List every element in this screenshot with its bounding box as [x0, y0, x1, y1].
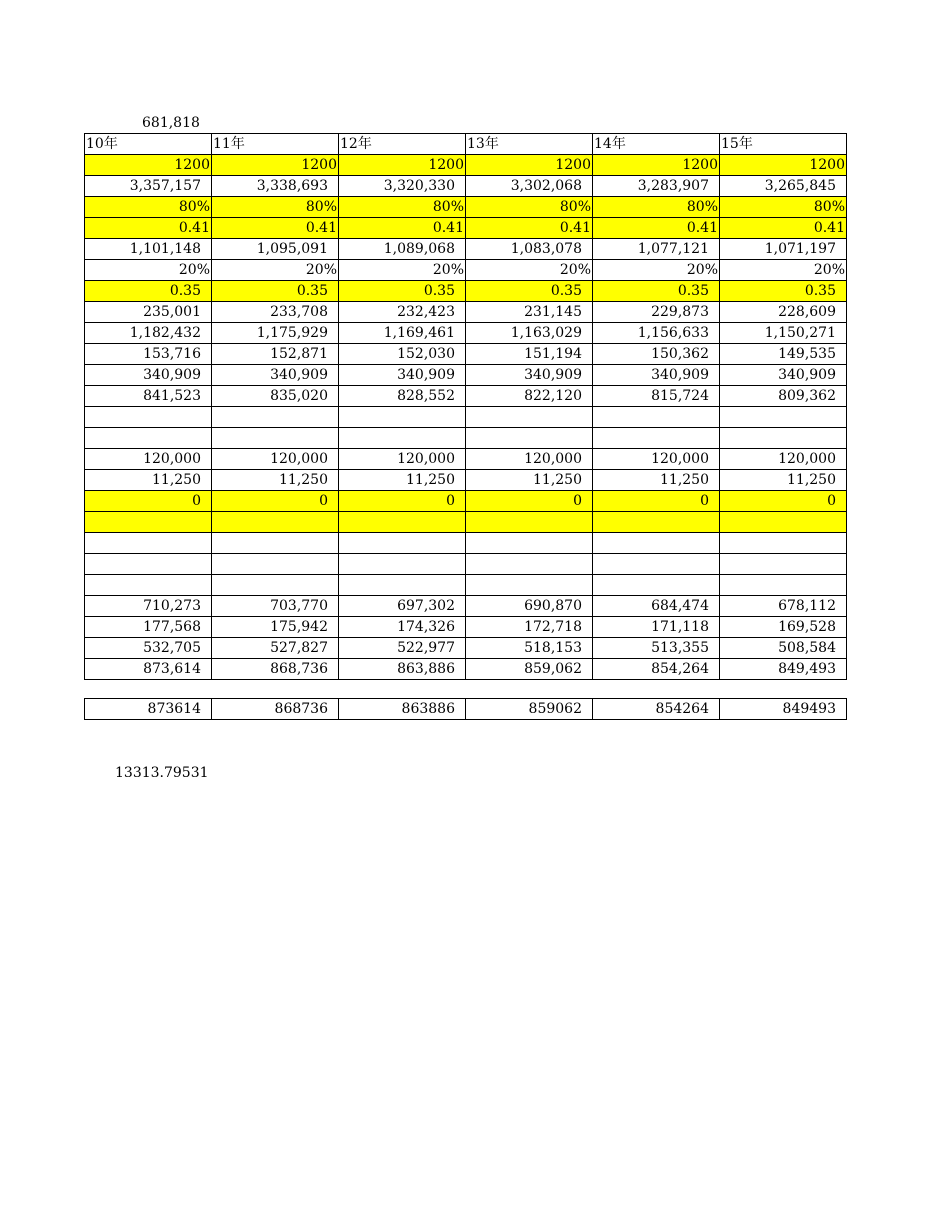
table-cell[interactable]: 508,584: [720, 638, 847, 659]
table-row: [85, 575, 847, 596]
table-row: [85, 281, 847, 302]
table-cell[interactable]: 120,000: [720, 449, 847, 470]
table-cell[interactable]: [212, 554, 339, 575]
table-cell[interactable]: 11,250: [85, 470, 212, 491]
table-cell[interactable]: [593, 428, 720, 449]
table-cell[interactable]: 1,089,068: [339, 239, 466, 260]
table-row: [85, 491, 847, 512]
table-cell[interactable]: 340,909: [85, 365, 212, 386]
table-cell[interactable]: 340,909: [593, 365, 720, 386]
table-cell[interactable]: 11,250: [339, 470, 466, 491]
table-cell[interactable]: 0.35: [212, 281, 339, 302]
table-cell[interactable]: 120,000: [466, 449, 593, 470]
table-cell[interactable]: 149,535: [720, 344, 847, 365]
table-cell[interactable]: 1200: [593, 155, 720, 176]
table-row: [85, 155, 847, 176]
table-cell[interactable]: 174,326: [339, 617, 466, 638]
table-cell[interactable]: [593, 533, 720, 554]
header-cell[interactable]: 10年: [85, 134, 212, 155]
table-row: [85, 533, 847, 554]
table-cell[interactable]: 80%: [339, 197, 466, 218]
table-cell[interactable]: [466, 428, 593, 449]
table-cell[interactable]: 0.35: [720, 281, 847, 302]
table-cell[interactable]: [466, 554, 593, 575]
table-cell[interactable]: 20%: [339, 260, 466, 281]
table-cell[interactable]: [466, 407, 593, 428]
table-cell[interactable]: 1,083,078: [466, 239, 593, 260]
table-cell[interactable]: 1,156,633: [593, 323, 720, 344]
table-cell[interactable]: 697,302: [339, 596, 466, 617]
table-cell[interactable]: 233,708: [212, 302, 339, 323]
table-cell[interactable]: 532,705: [85, 638, 212, 659]
table-cell[interactable]: 849,493: [720, 659, 847, 680]
table-cell[interactable]: 518,153: [466, 638, 593, 659]
summary-cell[interactable]: 868736: [212, 699, 339, 720]
table-cell[interactable]: 0.35: [593, 281, 720, 302]
table-row: [85, 407, 847, 428]
table-cell[interactable]: 172,718: [466, 617, 593, 638]
table-cell[interactable]: 231,145: [466, 302, 593, 323]
table-cell[interactable]: [593, 575, 720, 596]
table-cell[interactable]: 150,362: [593, 344, 720, 365]
table-cell[interactable]: 232,423: [339, 302, 466, 323]
table-cell[interactable]: 80%: [720, 197, 847, 218]
table-cell[interactable]: 703,770: [212, 596, 339, 617]
table-cell[interactable]: [720, 428, 847, 449]
table-cell[interactable]: 80%: [466, 197, 593, 218]
table-row: [85, 617, 847, 638]
table-cell[interactable]: 3,320,330: [339, 176, 466, 197]
table-cell[interactable]: 1200: [720, 155, 847, 176]
table-row: [85, 512, 847, 533]
table-cell[interactable]: [85, 512, 212, 533]
table-cell[interactable]: 1,175,929: [212, 323, 339, 344]
table-cell[interactable]: [720, 554, 847, 575]
table-cell[interactable]: 153,716: [85, 344, 212, 365]
table-row: [85, 302, 847, 323]
header-row: [85, 134, 847, 155]
table-cell[interactable]: 828,552: [339, 386, 466, 407]
table-row: [85, 176, 847, 197]
table-row: [85, 470, 847, 491]
table-cell[interactable]: 0.35: [85, 281, 212, 302]
table-cell[interactable]: [720, 575, 847, 596]
table-cell[interactable]: [212, 407, 339, 428]
table-cell[interactable]: [85, 575, 212, 596]
table-cell[interactable]: [85, 554, 212, 575]
summary-cell[interactable]: 849493: [720, 699, 847, 720]
table-cell[interactable]: 11,250: [720, 470, 847, 491]
table-cell[interactable]: 120,000: [339, 449, 466, 470]
table-cell[interactable]: 340,909: [339, 365, 466, 386]
table-cell[interactable]: 229,873: [593, 302, 720, 323]
header-cell[interactable]: 12年: [339, 134, 466, 155]
table-cell[interactable]: [212, 575, 339, 596]
table-cell[interactable]: 3,302,068: [466, 176, 593, 197]
table-cell[interactable]: 0.41: [85, 218, 212, 239]
table-cell[interactable]: 20%: [720, 260, 847, 281]
table-cell[interactable]: 0: [339, 491, 466, 512]
table-cell[interactable]: 0: [593, 491, 720, 512]
table-cell[interactable]: 20%: [466, 260, 593, 281]
table-cell[interactable]: [85, 533, 212, 554]
table-row: [85, 197, 847, 218]
table-cell[interactable]: 20%: [212, 260, 339, 281]
table-cell[interactable]: 1,150,271: [720, 323, 847, 344]
table-cell[interactable]: 678,112: [720, 596, 847, 617]
top-value: 681,818: [142, 115, 200, 131]
table-cell[interactable]: 340,909: [720, 365, 847, 386]
table-cell[interactable]: 1,071,197: [720, 239, 847, 260]
table-cell[interactable]: 20%: [85, 260, 212, 281]
table-cell[interactable]: 1,077,121: [593, 239, 720, 260]
table-cell[interactable]: [339, 533, 466, 554]
table-cell[interactable]: 3,283,907: [593, 176, 720, 197]
table-cell[interactable]: [212, 533, 339, 554]
table-cell[interactable]: 1,169,461: [339, 323, 466, 344]
table-cell[interactable]: [720, 407, 847, 428]
table-row: [85, 218, 847, 239]
table-cell[interactable]: 0.41: [593, 218, 720, 239]
table-cell[interactable]: 0: [85, 491, 212, 512]
table-cell[interactable]: 0.35: [466, 281, 593, 302]
table-cell[interactable]: 171,118: [593, 617, 720, 638]
header-cell[interactable]: 13年: [466, 134, 593, 155]
table-cell[interactable]: 3,265,845: [720, 176, 847, 197]
table-cell[interactable]: [85, 428, 212, 449]
table-cell[interactable]: 873,614: [85, 659, 212, 680]
table-row: [85, 596, 847, 617]
table-cell[interactable]: [720, 512, 847, 533]
table-cell[interactable]: 80%: [212, 197, 339, 218]
table-cell[interactable]: 177,568: [85, 617, 212, 638]
table-cell[interactable]: 690,870: [466, 596, 593, 617]
table-cell[interactable]: 120,000: [85, 449, 212, 470]
table-cell[interactable]: [339, 428, 466, 449]
table-cell[interactable]: 1200: [339, 155, 466, 176]
table-row: [85, 260, 847, 281]
header-cell[interactable]: 14年: [593, 134, 720, 155]
table-cell[interactable]: [212, 512, 339, 533]
table-cell[interactable]: 228,609: [720, 302, 847, 323]
table-cell[interactable]: 841,523: [85, 386, 212, 407]
table-cell[interactable]: [85, 407, 212, 428]
table-cell[interactable]: [339, 512, 466, 533]
table-row: [85, 344, 847, 365]
table-cell[interactable]: 1200: [466, 155, 593, 176]
table-row: [85, 239, 847, 260]
table-cell[interactable]: 684,474: [593, 596, 720, 617]
table-cell[interactable]: [466, 575, 593, 596]
table-cell[interactable]: 0: [466, 491, 593, 512]
table-cell[interactable]: 11,250: [466, 470, 593, 491]
table-cell[interactable]: [212, 428, 339, 449]
table-row: [85, 449, 847, 470]
table-cell[interactable]: 0.35: [339, 281, 466, 302]
table-cell[interactable]: [720, 533, 847, 554]
table-cell[interactable]: 863,886: [339, 659, 466, 680]
table-cell[interactable]: 522,977: [339, 638, 466, 659]
table-cell[interactable]: [593, 512, 720, 533]
summary-cell[interactable]: 854264: [593, 699, 720, 720]
table-cell[interactable]: 835,020: [212, 386, 339, 407]
summary-cell[interactable]: 863886: [339, 699, 466, 720]
table-cell[interactable]: 1,095,091: [212, 239, 339, 260]
table-row: [85, 323, 847, 344]
table-row: [85, 365, 847, 386]
table-cell[interactable]: 11,250: [212, 470, 339, 491]
table-cell[interactable]: [339, 554, 466, 575]
table-cell[interactable]: 527,827: [212, 638, 339, 659]
table-cell[interactable]: [339, 575, 466, 596]
table-cell[interactable]: 1,163,029: [466, 323, 593, 344]
table-cell[interactable]: 1200: [85, 155, 212, 176]
table-cell[interactable]: 151,194: [466, 344, 593, 365]
table-cell[interactable]: 80%: [85, 197, 212, 218]
table-row: [85, 659, 847, 680]
bottom-value: 13313.79531: [115, 765, 209, 781]
table-cell[interactable]: 0.41: [466, 218, 593, 239]
table-cell[interactable]: 1,101,148: [85, 239, 212, 260]
table-cell[interactable]: 11,250: [593, 470, 720, 491]
table-cell[interactable]: 815,724: [593, 386, 720, 407]
table-cell[interactable]: [339, 407, 466, 428]
table-cell[interactable]: 3,338,693: [212, 176, 339, 197]
table-cell[interactable]: 1200: [212, 155, 339, 176]
table-cell[interactable]: 822,120: [466, 386, 593, 407]
summary-row: [85, 699, 847, 720]
table-cell[interactable]: 513,355: [593, 638, 720, 659]
table-cell[interactable]: 3,357,157: [85, 176, 212, 197]
table-cell[interactable]: 80%: [593, 197, 720, 218]
table-row: [85, 638, 847, 659]
data-table: [84, 133, 847, 680]
table-cell[interactable]: [466, 533, 593, 554]
table-cell[interactable]: 0.41: [339, 218, 466, 239]
table-row: [85, 386, 847, 407]
table-cell[interactable]: 169,528: [720, 617, 847, 638]
summary-table: [84, 698, 847, 720]
data-table-body: [85, 134, 847, 680]
table-row: [85, 428, 847, 449]
table-cell[interactable]: 0.41: [212, 218, 339, 239]
table-cell[interactable]: 175,942: [212, 617, 339, 638]
table-row: [85, 554, 847, 575]
table-cell[interactable]: 0.41: [720, 218, 847, 239]
table-cell[interactable]: 710,273: [85, 596, 212, 617]
table-cell[interactable]: 340,909: [466, 365, 593, 386]
table-cell[interactable]: 0: [720, 491, 847, 512]
table-cell[interactable]: [466, 512, 593, 533]
table-cell[interactable]: 152,871: [212, 344, 339, 365]
table-cell[interactable]: 1,182,432: [85, 323, 212, 344]
summary-cell[interactable]: 873614: [85, 699, 212, 720]
table-cell[interactable]: 152,030: [339, 344, 466, 365]
table-cell[interactable]: 854,264: [593, 659, 720, 680]
table-cell[interactable]: 0: [212, 491, 339, 512]
table-cell[interactable]: 235,001: [85, 302, 212, 323]
table-cell[interactable]: 120,000: [212, 449, 339, 470]
table-cell[interactable]: 340,909: [212, 365, 339, 386]
table-cell[interactable]: [593, 407, 720, 428]
table-cell[interactable]: 20%: [593, 260, 720, 281]
table-cell[interactable]: 809,362: [720, 386, 847, 407]
header-cell[interactable]: 11年: [212, 134, 339, 155]
table-cell[interactable]: 859,062: [466, 659, 593, 680]
table-cell[interactable]: 868,736: [212, 659, 339, 680]
summary-cell[interactable]: 859062: [466, 699, 593, 720]
header-cell[interactable]: 15年: [720, 134, 847, 155]
table-cell[interactable]: 120,000: [593, 449, 720, 470]
table-cell[interactable]: [593, 554, 720, 575]
